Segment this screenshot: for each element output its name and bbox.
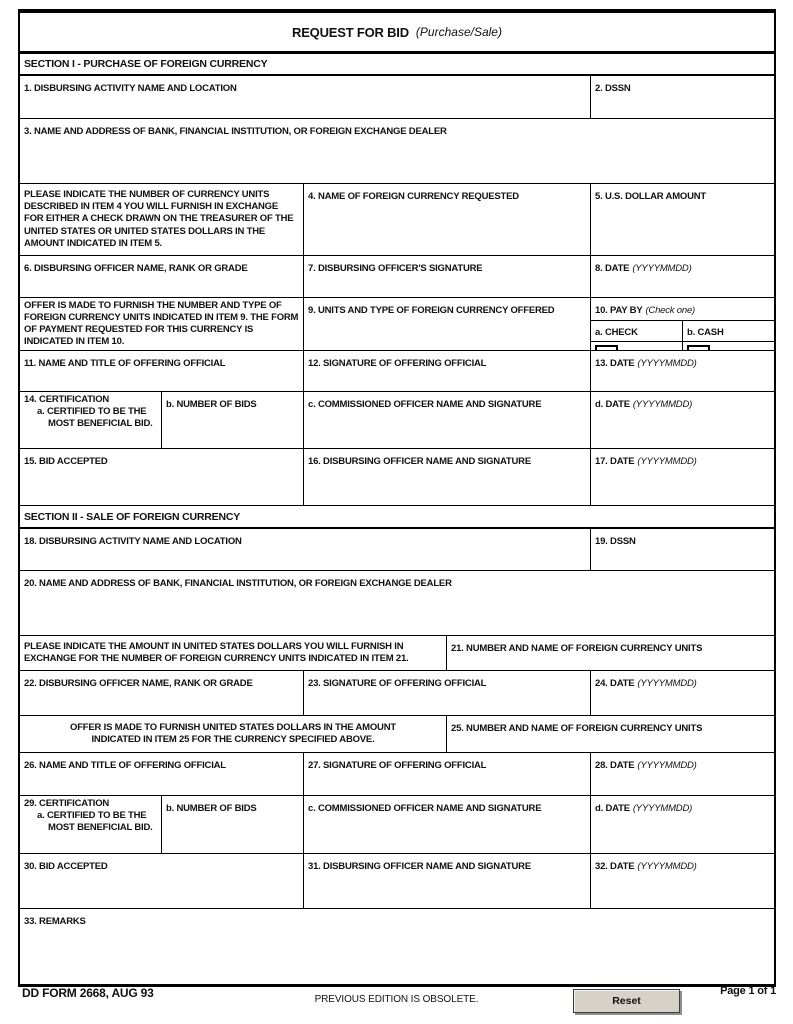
item21-label: 21. NUMBER AND NAME OF FOREIGN CURRENCY UNITS xyxy=(451,643,703,654)
item29d-field[interactable] xyxy=(591,796,774,853)
item11-field[interactable] xyxy=(20,351,304,391)
item16-field[interactable] xyxy=(304,449,591,505)
item6-field[interactable] xyxy=(20,256,304,297)
obsolete-note: PREVIOUS EDITION IS OBSOLETE. xyxy=(314,994,479,1005)
item29c-field[interactable] xyxy=(304,796,591,853)
form-title-row xyxy=(20,13,774,54)
item16-label: 16. DISBURSING OFFICER NAME AND SIGNATURE xyxy=(308,456,531,467)
item1-field[interactable] xyxy=(20,76,591,118)
item8-date-format-hint: (YYYYMMDD) xyxy=(632,263,692,274)
item26-field[interactable] xyxy=(20,753,304,795)
item10-payby-group xyxy=(591,298,774,350)
item10-header xyxy=(591,298,774,321)
item22-label: 22. DISBURSING OFFICER NAME, RANK OR GRADE xyxy=(24,678,253,689)
item17-label: 17. DATE xyxy=(595,456,635,467)
item15-label: 15. BID ACCEPTED xyxy=(24,456,108,467)
item29-label: 29. CERTIFICATION xyxy=(24,798,110,809)
item10b-label: b. CASH xyxy=(687,327,724,338)
item17-date-format-hint: (YYYYMMDD) xyxy=(637,456,697,467)
item28-field[interactable] xyxy=(591,753,774,795)
item21-field[interactable] xyxy=(447,636,774,670)
item3-label: 3. NAME AND ADDRESS OF BANK, FINANCIAL INSTITUTION, OR FOREIGN EXCHANGE DEALER xyxy=(24,126,447,137)
item10a-label-row xyxy=(591,321,682,342)
item10b-label-row xyxy=(683,321,774,342)
item29a-label: a. CERTIFIED TO BE THE MOST BENEFICIAL BID. xyxy=(37,809,153,833)
request-for-bid-form xyxy=(18,9,776,987)
statement-item25 xyxy=(20,716,447,752)
item31-label: 31. DISBURSING OFFICER NAME AND SIGNATURE xyxy=(308,861,531,872)
item22-field[interactable] xyxy=(20,671,304,715)
item6-label: 6. DISBURSING OFFICER NAME, RANK OR GRADE xyxy=(24,263,248,274)
item29-certification xyxy=(20,796,162,853)
statement-items9-10 xyxy=(20,298,304,350)
item7-label: 7. DISBURSING OFFICER'S SIGNATURE xyxy=(308,263,483,274)
item14b-field[interactable] xyxy=(162,392,304,448)
reset-button[interactable]: Reset xyxy=(573,989,680,1013)
item10-label: 10. PAY BY xyxy=(595,305,643,316)
item10a-box-area xyxy=(591,342,682,350)
item10b-box-area xyxy=(683,342,774,350)
item14d-field[interactable] xyxy=(591,392,774,448)
item19-label: 19. DSSN xyxy=(595,536,636,547)
item14b-label: b. NUMBER OF BIDS xyxy=(166,399,257,410)
item33-label: 33. REMARKS xyxy=(24,916,86,927)
item8-label: 8. DATE xyxy=(595,263,630,274)
item10a-check-option xyxy=(591,321,683,350)
item5-label: 5. U.S. DOLLAR AMOUNT xyxy=(595,191,707,202)
item29b-field[interactable] xyxy=(162,796,304,853)
item10a-label: a. CHECK xyxy=(595,327,638,338)
item28-date-format-hint: (YYYYMMDD) xyxy=(637,760,697,771)
item18-label: 18. DISBURSING ACTIVITY NAME AND LOCATION xyxy=(24,536,242,547)
item18-field[interactable] xyxy=(20,529,591,570)
item7-field[interactable] xyxy=(304,256,591,297)
item33-field[interactable] xyxy=(20,909,774,984)
cash-checkbox[interactable] xyxy=(687,345,710,350)
statement-text: OFFER IS MADE TO FURNISH THE NUMBER AND TYPE OF FOREIGN CURRENCY UNITS INDICATED IN ITEM 9. THE FORM OF PAYMENT REQUESTED FOR THIS CURRENCY IS INDICATED IN ITEM 10. xyxy=(24,300,299,348)
item2-label: 2. DSSN xyxy=(595,83,631,94)
item27-field[interactable] xyxy=(304,753,591,795)
form-subtitle: (Purchase/Sale) xyxy=(415,25,502,39)
item5-field[interactable] xyxy=(591,184,774,255)
item11-label: 11. NAME AND TITLE OF OFFERING OFFICIAL xyxy=(24,358,226,369)
item10b-cash-option xyxy=(683,321,774,350)
page-indicator: Page 1 of 1 xyxy=(720,985,776,997)
item3-field[interactable] xyxy=(20,119,774,183)
item23-field[interactable] xyxy=(304,671,591,715)
item9-field[interactable] xyxy=(304,298,591,350)
statement-text: OFFER IS MADE TO FURNISH UNITED STATES DOLLARS IN THE AMOUNT INDICATED IN ITEM 25 FOR THE CURRENCY SPECIFIED ABOVE. xyxy=(70,721,396,745)
item1-label: 1. DISBURSING ACTIVITY NAME AND LOCATION xyxy=(24,83,237,94)
item14a-label: a. CERTIFIED TO BE THE MOST BENEFICIAL BID. xyxy=(37,405,153,429)
item27-label: 27. SIGNATURE OF OFFERING OFFICIAL xyxy=(308,760,487,771)
item14d-label: d. DATE xyxy=(595,399,630,410)
form-number: DD FORM 2668, AUG 93 xyxy=(22,986,154,1000)
form-title: REQUEST FOR BID xyxy=(292,24,409,40)
section1-header: SECTION I - PURCHASE OF FOREIGN CURRENCY xyxy=(20,54,774,76)
item9-label: 9. UNITS AND TYPE OF FOREIGN CURRENCY OFFERED xyxy=(308,305,555,316)
item13-field[interactable] xyxy=(591,351,774,391)
item26-label: 26. NAME AND TITLE OF OFFERING OFFICIAL xyxy=(24,760,226,771)
statement-items4-5 xyxy=(20,184,304,255)
item32-label: 32. DATE xyxy=(595,861,635,872)
item20-label: 20. NAME AND ADDRESS OF BANK, FINANCIAL INSTITUTION, OR FOREIGN EXCHANGE DEALER xyxy=(24,578,452,589)
item19-field[interactable] xyxy=(591,529,774,570)
item24-field[interactable] xyxy=(591,671,774,715)
section2-header: SECTION II - SALE OF FOREIGN CURRENCY xyxy=(20,506,774,529)
item32-date-format-hint: (YYYYMMDD) xyxy=(637,861,697,872)
item2-field[interactable] xyxy=(591,76,774,118)
item14c-field[interactable] xyxy=(304,392,591,448)
item29d-label: d. DATE xyxy=(595,803,630,814)
item12-label: 12. SIGNATURE OF OFFERING OFFICIAL xyxy=(308,358,487,369)
statement-text: PLEASE INDICATE THE AMOUNT IN UNITED STATES DOLLARS YOU WILL FURNISH IN EXCHANGE FOR THE NUMBER OF FOREIGN CURRENCY UNITS INDICATED IN ITEM 21. xyxy=(24,640,409,664)
item28-label: 28. DATE xyxy=(595,760,635,771)
item32-field[interactable] xyxy=(591,854,774,908)
item8-field[interactable] xyxy=(591,256,774,297)
item25-field[interactable] xyxy=(447,716,774,752)
item29b-label: b. NUMBER OF BIDS xyxy=(166,803,257,814)
item30-field[interactable] xyxy=(20,854,304,908)
item14-certification xyxy=(20,392,162,448)
item4-field[interactable] xyxy=(304,184,591,255)
item13-label: 13. DATE xyxy=(595,358,635,369)
statement-item21 xyxy=(20,636,447,670)
item4-label: 4. NAME OF FOREIGN CURRENCY REQUESTED xyxy=(308,191,519,202)
item14d-date-format-hint: (YYYYMMDD) xyxy=(632,399,693,410)
item29c-label: c. COMMISSIONED OFFICER NAME AND SIGNATURE xyxy=(308,803,542,814)
item29d-date-format-hint: (YYYYMMDD) xyxy=(632,803,693,814)
check-checkbox[interactable] xyxy=(595,345,618,350)
item14c-label: c. COMMISSIONED OFFICER NAME AND SIGNATURE xyxy=(308,399,542,410)
item24-date-format-hint: (YYYYMMDD) xyxy=(637,678,697,689)
item23-label: 23. SIGNATURE OF OFFERING OFFICIAL xyxy=(308,678,487,689)
item15-field[interactable] xyxy=(20,449,304,505)
item20-field[interactable] xyxy=(20,571,774,635)
item10-check-one-hint: (Check one) xyxy=(645,305,696,316)
item13-date-format-hint: (YYYYMMDD) xyxy=(637,358,697,369)
item30-label: 30. BID ACCEPTED xyxy=(24,861,108,872)
item31-field[interactable] xyxy=(304,854,591,908)
item12-field[interactable] xyxy=(304,351,591,391)
item24-label: 24. DATE xyxy=(595,678,635,689)
item25-label: 25. NUMBER AND NAME OF FOREIGN CURRENCY UNITS xyxy=(451,723,703,734)
item14-label: 14. CERTIFICATION xyxy=(24,394,110,405)
item17-field[interactable] xyxy=(591,449,774,505)
statement-text: PLEASE INDICATE THE NUMBER OF CURRENCY UNITS DESCRIBED IN ITEM 4 YOU WILL FURNISH IN EXCHANGE FOR EITHER A CHECK DRAWN ON THE TREASURER OF THE UNITED STATES OR UNITED STATES DOLLARS IN THE AMOUNT INDICATED IN ITEM 5. xyxy=(24,189,294,249)
